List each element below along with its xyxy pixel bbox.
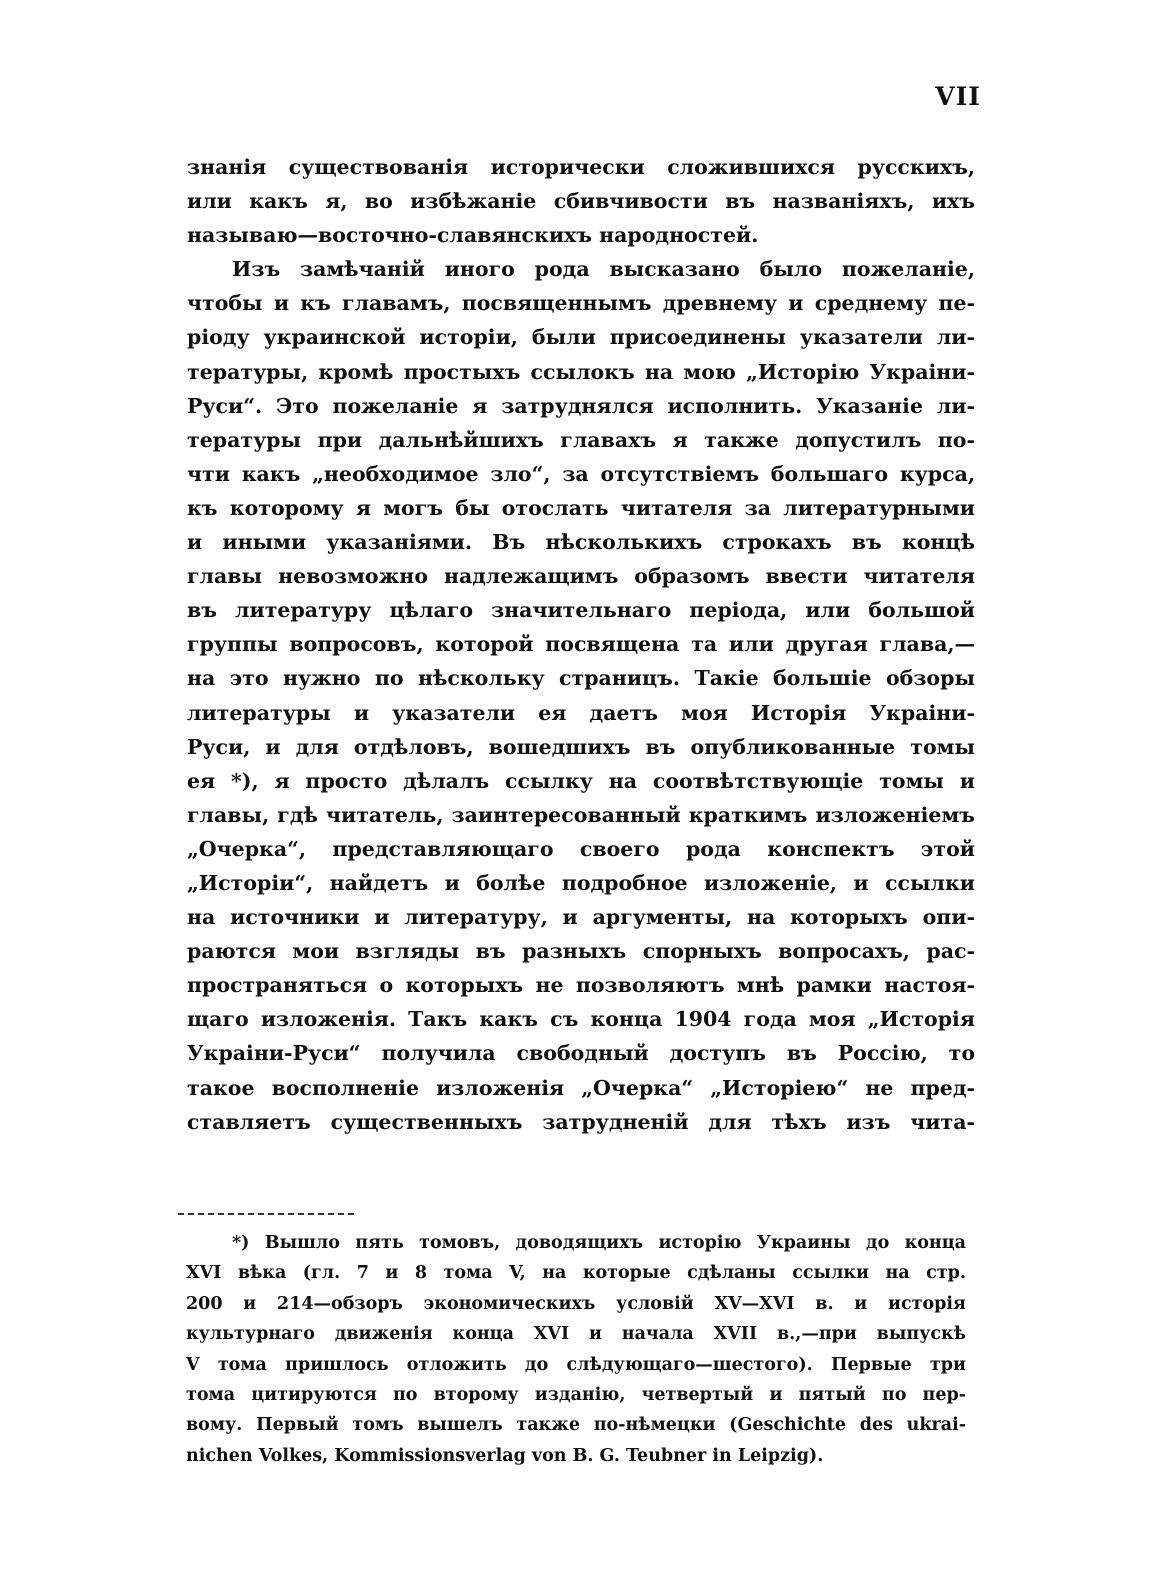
text-line: главы, гдѣ читатель, заинтересованный краткимъ изложеніемъ — [187, 802, 975, 827]
text-line: ставляетъ существенныхъ затрудненій для тѣхъ изъ чита- — [187, 1109, 975, 1134]
text-line: къ которому я могъ бы отослать читателя за литературными — [187, 495, 975, 520]
footnote-line: вому. Первый томъ вышелъ также по-нѣмецки (Geschichte des ukrai- — [186, 1415, 966, 1436]
text-line: или какъ я, во избѣжаніе сбивчивости въ названіяхъ, ихъ — [187, 189, 975, 214]
text-line: на это нужно по нѣскольку страницъ. Такіе большіе обзоры — [187, 666, 975, 691]
footnote-line: 200 и 214—обзоръ экономическихъ условій XV—XVI в. и исторія — [186, 1293, 966, 1314]
text-line: такое восполненіе изложенія „Очерка“ „Исторіею“ не пред- — [187, 1075, 975, 1100]
text-line: „Исторіи“, найдетъ и болѣе подробное изложеніе, и ссылки — [187, 870, 975, 895]
text-line: ріоду украинской исторіи, были присоединены указатели ли- — [187, 325, 975, 350]
text-line: группы вопросовъ, которой посвящена та или другая глава,— — [187, 632, 975, 657]
footnote-line: культурнаго движенія конца XVI и начала XVII в.,—при выпускѣ — [186, 1324, 966, 1345]
text-line: раются мои взгляды въ разныхъ спорныхъ вопросахъ, рас- — [187, 939, 975, 964]
text-line: „Очерка“, представляющаго своего рода конспектъ этой — [187, 836, 975, 861]
text-line: и иными указаніями. Въ нѣсколькихъ строкахъ въ концѣ — [187, 530, 975, 555]
text-line: Украіни-Руси“ получила свободный доступъ въ Россію, то — [187, 1041, 975, 1066]
text-line: называю—восточно-славянскихъ народностей. — [187, 223, 759, 248]
paragraph-start-line: Изъ замѣчаній иного рода высказано было пожеланіе, — [232, 257, 975, 282]
text-line: въ литературу цѣлаго значительнаго періода, или большой — [187, 598, 975, 623]
text-line: Руси, и для отдѣловъ, вошедшихъ въ опубликованные томы — [187, 734, 975, 759]
footnote-line: nichen Volkes, Kommissionsverlag von B. G. Teubner in Leipzig). — [186, 1445, 824, 1466]
text-line: тературы при дальнѣйшихъ главахъ я также допустилъ по- — [187, 427, 975, 452]
text-line: тературы, кромѣ простыхъ ссылокъ на мою „Исторію Украіни- — [187, 359, 975, 384]
footnote-separator — [178, 1213, 354, 1215]
text-line: на источники и литературу, и аргументы, на которыхъ опи- — [187, 905, 975, 930]
text-line: Руси“. Это пожеланіе я затруднялся исполнить. Указаніе ли- — [187, 393, 975, 418]
footnote-line: XVI вѣка (гл. 7 и 8 тома V, на которые сдѣланы ссылки на стр. — [186, 1263, 966, 1284]
text-line: чтобы и къ главамъ, посвященнымъ древнему и среднему пе- — [187, 291, 975, 316]
text-line: литературы и указатели ея даетъ моя Исторія Украіни- — [187, 700, 975, 725]
main-text — [187, 150, 975, 1139]
footnote-line: *) Вышло пять томовъ, доводящихъ исторію Украины до конца — [232, 1233, 966, 1253]
footnote — [186, 1228, 966, 1471]
text-line: главы невозможно надлежащимъ образомъ ввести читателя — [187, 564, 975, 589]
text-line: щаго изложенія. Такъ какъ съ конца 1904 года моя „Исторія — [187, 1007, 975, 1032]
footnote-line: тома цитируются по второму изданію, четвертый и пятый по пер- — [186, 1384, 966, 1405]
text-line: чти какъ „необходимое зло“, за отсутствіемъ большаго курса, — [187, 461, 975, 486]
page-number: VII — [935, 82, 981, 111]
text-line: знанія существованія исторически сложившихся русскихъ, — [187, 155, 975, 179]
text-line: ея *), я просто дѣлалъ ссылку на соотвѣтствующіе томы и — [187, 768, 975, 793]
footnote-line: V тома пришлось отложить до слѣдующаго—шестого). Первые три — [186, 1354, 966, 1375]
text-line: пространяться о которыхъ не позволяютъ мнѣ рамки настоя- — [187, 973, 975, 998]
